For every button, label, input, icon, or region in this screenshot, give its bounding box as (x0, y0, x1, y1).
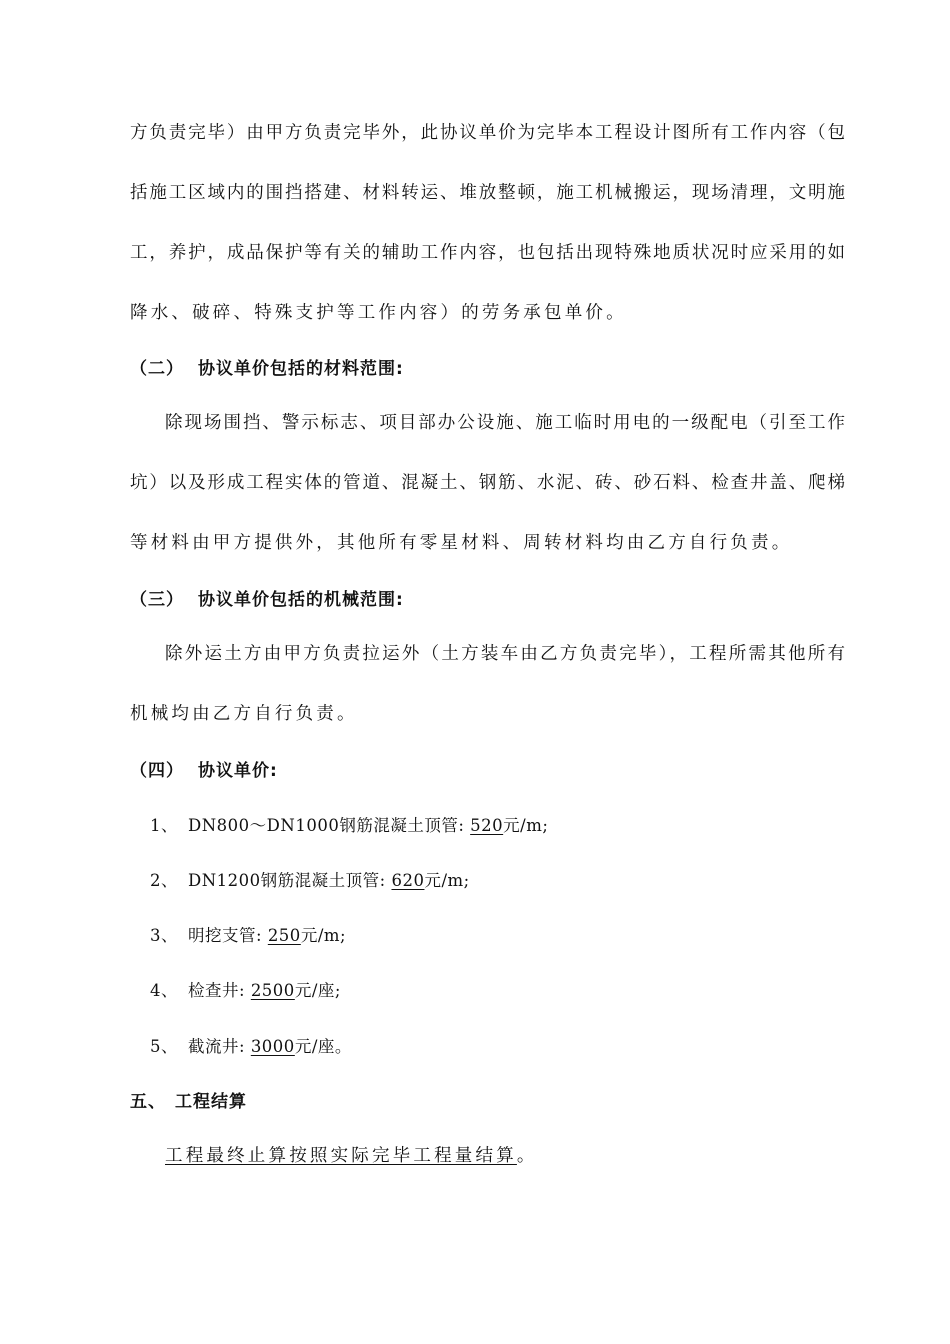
section-heading-5 (130, 1091, 247, 1113)
price-item (150, 870, 470, 892)
settlement-text: 工程最终止算按照实际完毕工程量结算 (165, 1146, 517, 1166)
item-index: 3、 (150, 926, 178, 945)
paragraph-line (165, 1145, 538, 1167)
section-heading-2 (130, 358, 404, 380)
section-heading-4 (130, 760, 278, 782)
price-item (150, 925, 346, 947)
item-index: 4、 (150, 981, 178, 1000)
section-title: 工程结算 (175, 1092, 247, 1112)
section-number: （二） (130, 359, 184, 379)
item-price: 3000 (250, 1037, 295, 1056)
item-label: DN1200钢筋混凝土顶管: (188, 871, 386, 890)
item-label: 明挖支管: (188, 926, 263, 945)
paragraph-line: 除外运土方由甲方负责拉运外（土方装车由乙方负责完毕），工程所需其他所有 (165, 644, 845, 664)
section-number: （四） (130, 761, 184, 781)
item-index: 5、 (150, 1037, 178, 1056)
item-price: 520 (470, 816, 504, 835)
price-item (150, 815, 548, 837)
item-index: 1、 (150, 816, 178, 835)
paragraph-line: 坑）以及形成工程实体的管道、混凝土、钢筋、水泥、砖、砂石料、检查井盖、爬梯 (130, 473, 845, 493)
settlement-end: 。 (516, 1146, 538, 1166)
price-item (150, 980, 341, 1002)
paragraph-line: 等材料由甲方提供外，其他所有零星材料、周转材料均由乙方自行负责。 (130, 533, 793, 553)
item-unit: 元/m; (503, 816, 549, 835)
item-label: 检查井: (188, 981, 246, 1000)
item-index: 2、 (150, 871, 178, 890)
paragraph-line: 机械均由乙方自行负责。 (130, 704, 358, 724)
section-title: 协议单价包括的机械范围: (198, 590, 404, 610)
item-price: 2500 (250, 981, 295, 1000)
paragraph-line: 工，养护，成品保护等有关的辅助工作内容，也包括出现特殊地质状况时应采用的如 (130, 243, 845, 263)
section-number: 五、 (130, 1092, 166, 1112)
section-number: （三） (130, 590, 184, 610)
section-title: 协议单价: (198, 761, 278, 781)
paragraph-line: 降水、破碎、特殊支护等工作内容）的劳务承包单价。 (130, 303, 627, 323)
section-heading-3 (130, 589, 404, 611)
item-unit: 元/座。 (294, 1037, 352, 1056)
section-title: 协议单价包括的材料范围: (198, 359, 404, 379)
item-price: 250 (267, 926, 301, 945)
item-unit: 元/m; (424, 871, 470, 890)
price-item (150, 1036, 352, 1058)
item-price: 620 (391, 871, 425, 890)
item-label: DN800～DN1000钢筋混凝土顶管: (188, 816, 465, 835)
paragraph-line: 方负责完毕）由甲方负责完毕外，此协议单价为完毕本工程设计图所有工作内容（包 (130, 123, 845, 143)
item-label: 截流井: (188, 1037, 246, 1056)
paragraph-line: 括施工区域内的围挡搭建、材料转运、堆放整顿，施工机械搬运，现场清理，文明施 (130, 183, 845, 203)
paragraph-line: 除现场围挡、警示标志、项目部办公设施、施工临时用电的一级配电（引至工作 (165, 413, 845, 433)
item-unit: 元/m; (300, 926, 347, 945)
item-unit: 元/座; (294, 981, 341, 1000)
